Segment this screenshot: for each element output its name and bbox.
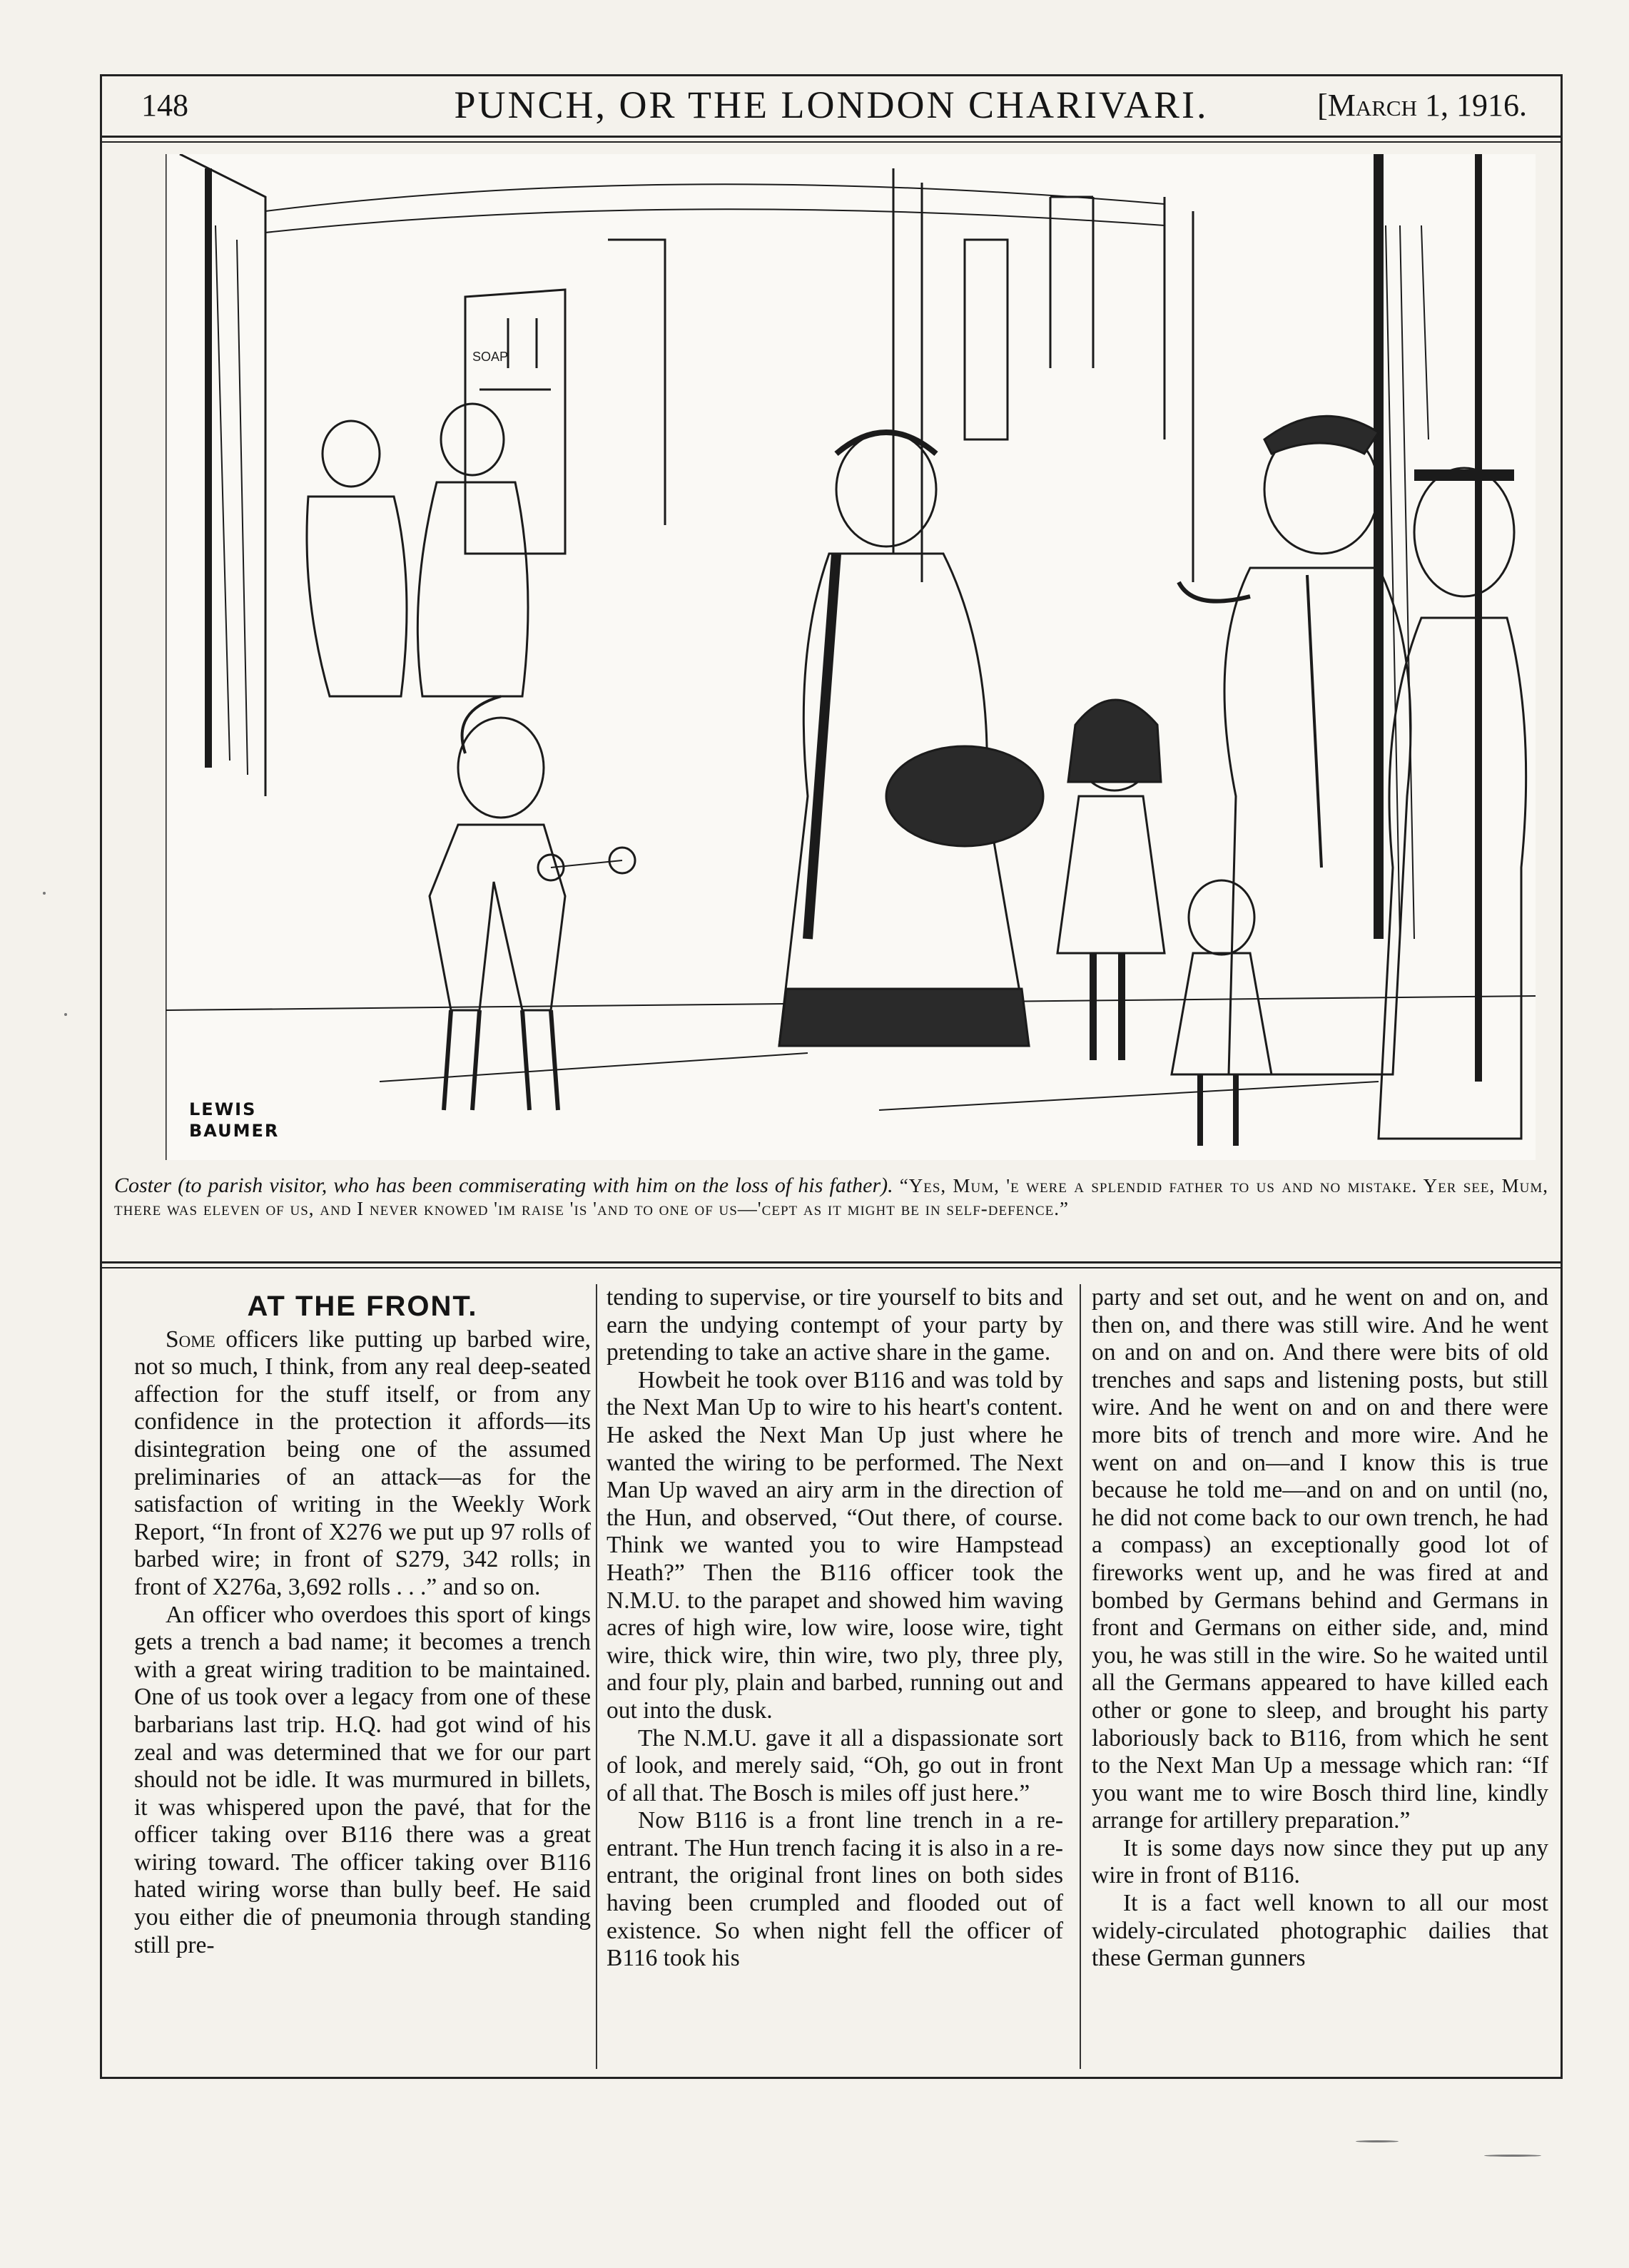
column-divider xyxy=(596,1284,597,2069)
article-column-2 xyxy=(607,1284,1063,2076)
article-paragraph: It is some days now since they put up any wire in front of B116. xyxy=(1092,1834,1548,1889)
header-rule xyxy=(100,136,1563,138)
caption-stage-direction: (to parish visitor, who has been commiserating with him on the loss of his father). xyxy=(178,1174,893,1197)
paper-speck xyxy=(64,1013,67,1016)
drop-word: Some xyxy=(166,1326,215,1353)
running-header xyxy=(107,78,1556,136)
caption-rule xyxy=(100,1261,1563,1263)
paragraph-text: officers like putting up barbed wire, not so much, I think, from any real deep-seated affection for the stuff itself, or from any confidence in the protection it affords—its disintegration being one of the assumed preliminaries of an attack—as for the satisfaction of writing in the Weekly Work Report, “In front of X276 we put up 97 rolls of barbed wire; in front of S279, 342 rolls; in front of X276a, 3,692 rolls . . .” and so on. xyxy=(134,1326,591,1600)
article-columns xyxy=(107,1284,1556,2076)
signature-line-2: BAUMER xyxy=(189,1121,280,1141)
article-paragraph: The N.M.U. gave it all a dispassionate sort of look, and merely said, “Oh, go out in front of all that. The Bosch is miles off just here.” xyxy=(607,1724,1063,1806)
issue-date: [March 1, 1916. xyxy=(1317,88,1527,123)
article-column-3 xyxy=(1092,1284,1548,2076)
artist-signature xyxy=(189,1099,332,1141)
paper-speck xyxy=(1484,2155,1541,2157)
paper-speck xyxy=(1356,2140,1399,2142)
article-paragraph: Now B116 is a front line trench in a re-entrant. The Hun trench facing it is also in a re-entrant, the original front lines on both sides having been crumpled and flooded out of existence. So when night fell the officer of B116 took his xyxy=(607,1807,1063,1972)
article-paragraph: party and set out, and he went on and on, and then on, and there was still wire. And he went on and on and on. And there were bits of old trenches and saps and listening posts, but still wire. And he went on and on and there were more bits of trench and more wire. And he went on and on—and I know this is true because he told me—and on and on until (no, he did not come back to our own trench, he had a compass) an exceptionally good lot of fireworks went up, and he was fired at and bombed by Germans behind and Germans in front and Germans on either side, and, mind you, he was still in the wire. So he waited until all the Germans appeared to have killed each other or gone to sleep, and brought his party laboriously back to B116, from which he sent to the Next Man Up a message which ran: “If you want me to wire Bosch third line, kindly arrange for artillery preparation.” xyxy=(1092,1284,1548,1834)
shop-sign-text: SOAP xyxy=(472,350,509,364)
masthead: PUNCH, OR THE LONDON CHARIVARI. xyxy=(454,83,1209,126)
column-divider xyxy=(1080,1284,1081,2069)
cartoon-drawing xyxy=(166,154,1536,1160)
cartoon-illustration xyxy=(166,154,1536,1160)
article-column-1 xyxy=(134,1284,591,2076)
article-paragraph: Howbeit he took over B116 and was told by the Next Man Up to wire to his heart's content. He asked the Next Man Up just where he wanted the wiring to be performed. The Next Man Up waved an airy arm in the direction of the Hun, and observed, “Out there, of course. Think we wanted you to wire Hampstead Heath?” Then the B116 officer took the N.M.U. to the parapet and showed him waving acres of high wire, low wire, loose wire, tight wire, thick wire, thin wire, two ply, three ply, and four ply, plain and barbed, running out and out into the dusk. xyxy=(607,1366,1063,1724)
page-number: 148 xyxy=(141,88,188,123)
caption-rule-secondary xyxy=(100,1267,1563,1268)
signature-line-1: LEWIS xyxy=(189,1099,257,1119)
caption-speaker: Coster xyxy=(114,1174,172,1197)
article-paragraph: It is a fact well known to all our most widely-circulated photographic dailies that these German gunners xyxy=(1092,1890,1548,1972)
article-paragraph: An officer who overdoes this sport of kings gets a trench a bad name; it becomes a trench with a great wiring tradition to be maintained. One of us took over a legacy from one of these barbarians last trip. H.Q. had got wind of his zeal and was determined that we for our part should not be idle. It was murmured in billets, it was whispered upon the pavé, that for the officer taking over B116 there was a great wiring toward. The officer taking over B116 hated wiring worse than bully beef. He said you either die of pneumonia through standing still pre- xyxy=(134,1601,591,1958)
caption-quote: “Yes, Mum, 'e were a splendid father to us and no mistake. Yer see, Mum, there was eleven of us, and I never knowed 'im raise 'is 'and to one of us—'cept as it might be in self-defence.” xyxy=(114,1175,1548,1219)
article-paragraph xyxy=(134,1326,591,1602)
cartoon-caption xyxy=(114,1174,1548,1220)
paper-speck xyxy=(43,892,46,895)
article-title: AT THE FRONT. xyxy=(247,1291,478,1322)
article-paragraph: tending to supervise, or tire yourself to bits and earn the undying contempt of your party by pretending to take an active share in the game. xyxy=(607,1284,1063,1366)
header-rule-secondary xyxy=(100,141,1563,143)
